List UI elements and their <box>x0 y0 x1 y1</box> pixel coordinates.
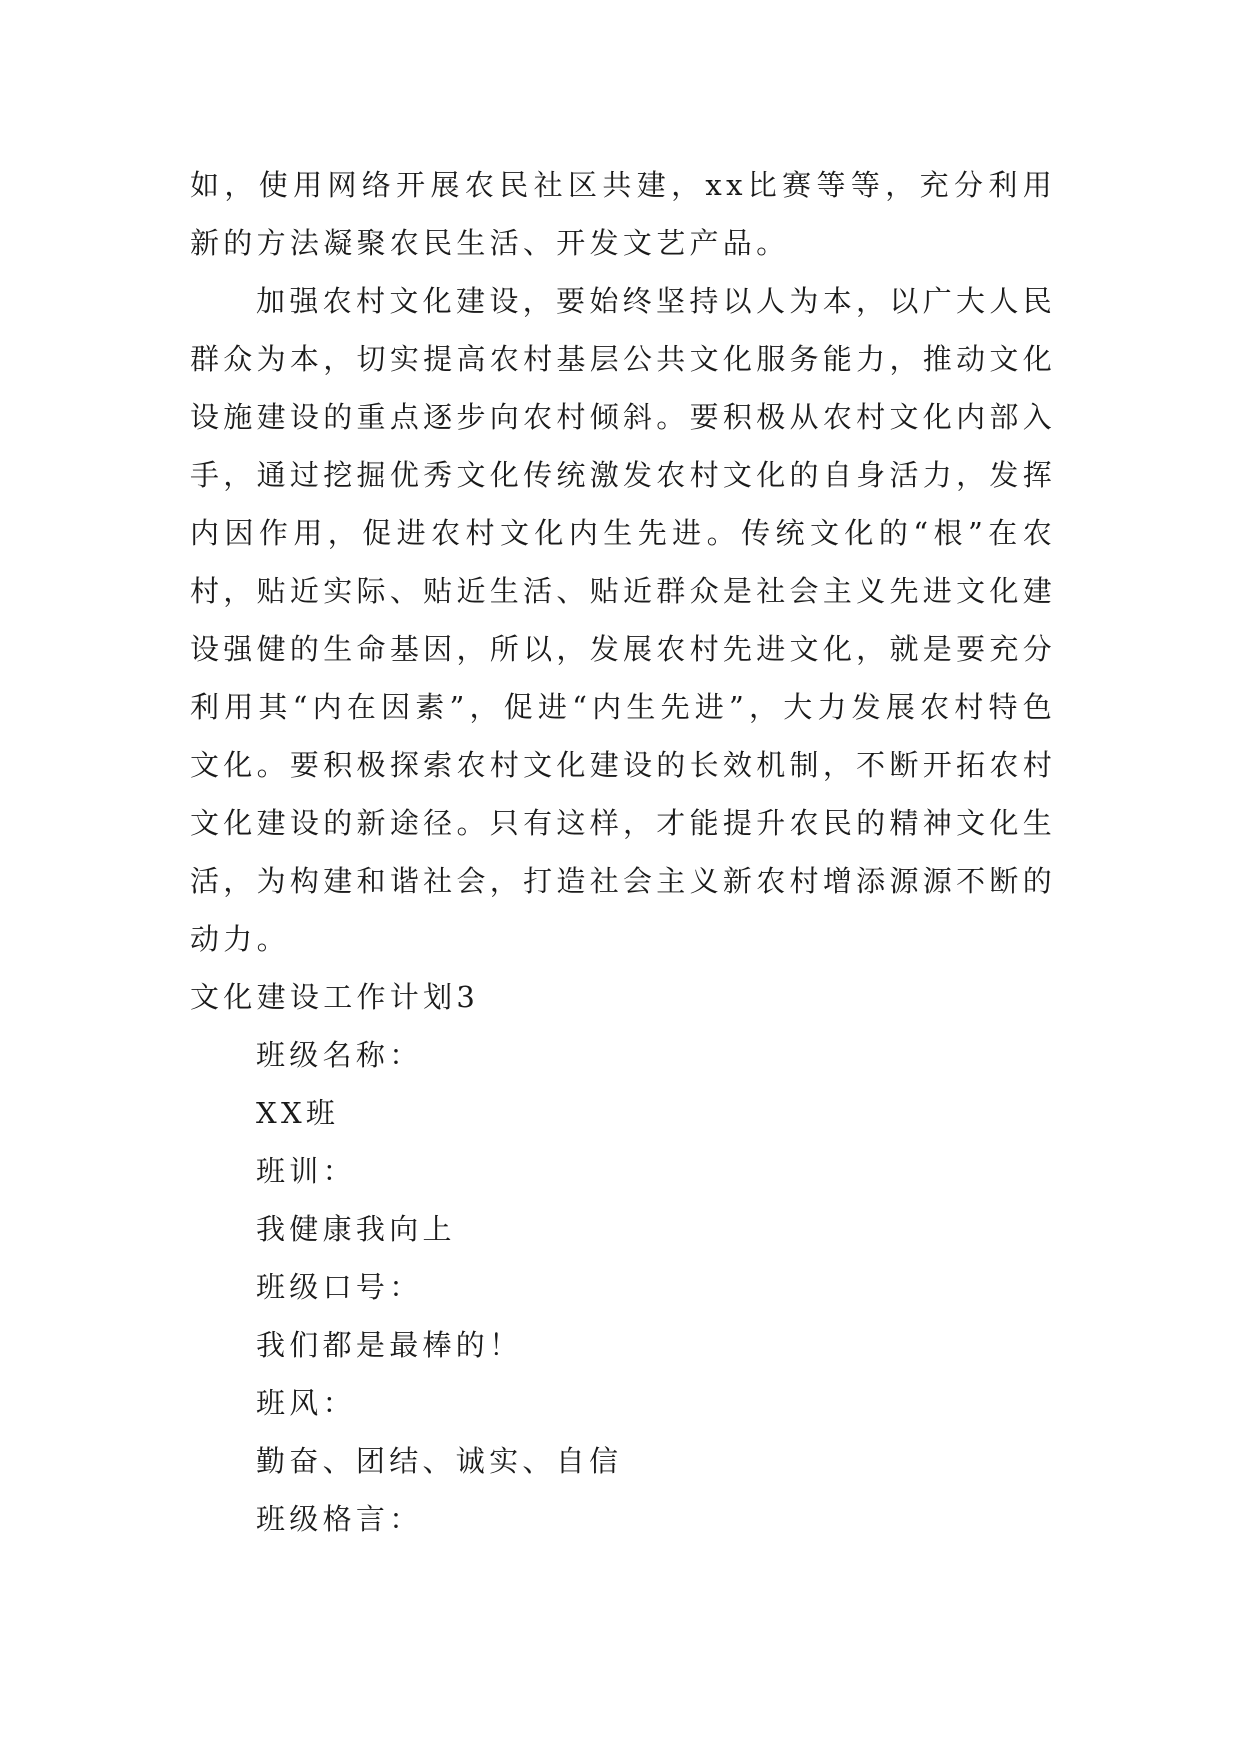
list-item-slogan-value: 我们都是最棒的！ <box>256 1328 523 1362</box>
list-item-motto-label: 班训： <box>256 1154 356 1188</box>
list-item-style-label: 班风： <box>256 1386 356 1420</box>
list-item-class-name-value: XX班 <box>256 1096 340 1130</box>
list-item-motto-value: 我健康我向上 <box>256 1212 456 1246</box>
paragraph-rural-culture: 加强农村文化建设，要始终坚持以人为本，以广大人民群众为本，切实提高农村基层公共文化服务能力，推动文化设施建设的重点逐步向农村倾斜。要积极从农村文化内部入手，通过挖掘优秀文化传统激发农村文化的自身活力，发挥内因作用，促进农村文化内生先进。传统文化的“根”在农村，贴近实际、贴近生活、贴近群众是社会主义先进文化建设强健的生命基因，所以，发展农村先进文化，就是要充分利用其“内在因素”，促进“内生先进”，大力发展农村特色文化。要积极探索农村文化建设的长效机制，不断开拓农村文化建设的新途径。只有这样，才能提升农民的精神文化生活，为构建和谐社会，打造社会主义新农村增添源源不断的动力。 <box>190 284 1056 956</box>
paragraph-continued: 如，使用网络开展农民社区共建，xx比赛等等，充分利用新的方法凝聚农民生活、开发文艺产品。 <box>190 168 1056 260</box>
list-item-maxim-label: 班级格言： <box>256 1502 423 1536</box>
list-item-class-name-label: 班级名称： <box>256 1038 423 1072</box>
list-item-slogan-label: 班级口号： <box>256 1270 423 1304</box>
list-item-style-value: 勤奋、团结、诚实、自信 <box>256 1444 623 1478</box>
document-body <box>190 156 1056 1548</box>
section-title: 文化建设工作计划3 <box>190 980 480 1014</box>
